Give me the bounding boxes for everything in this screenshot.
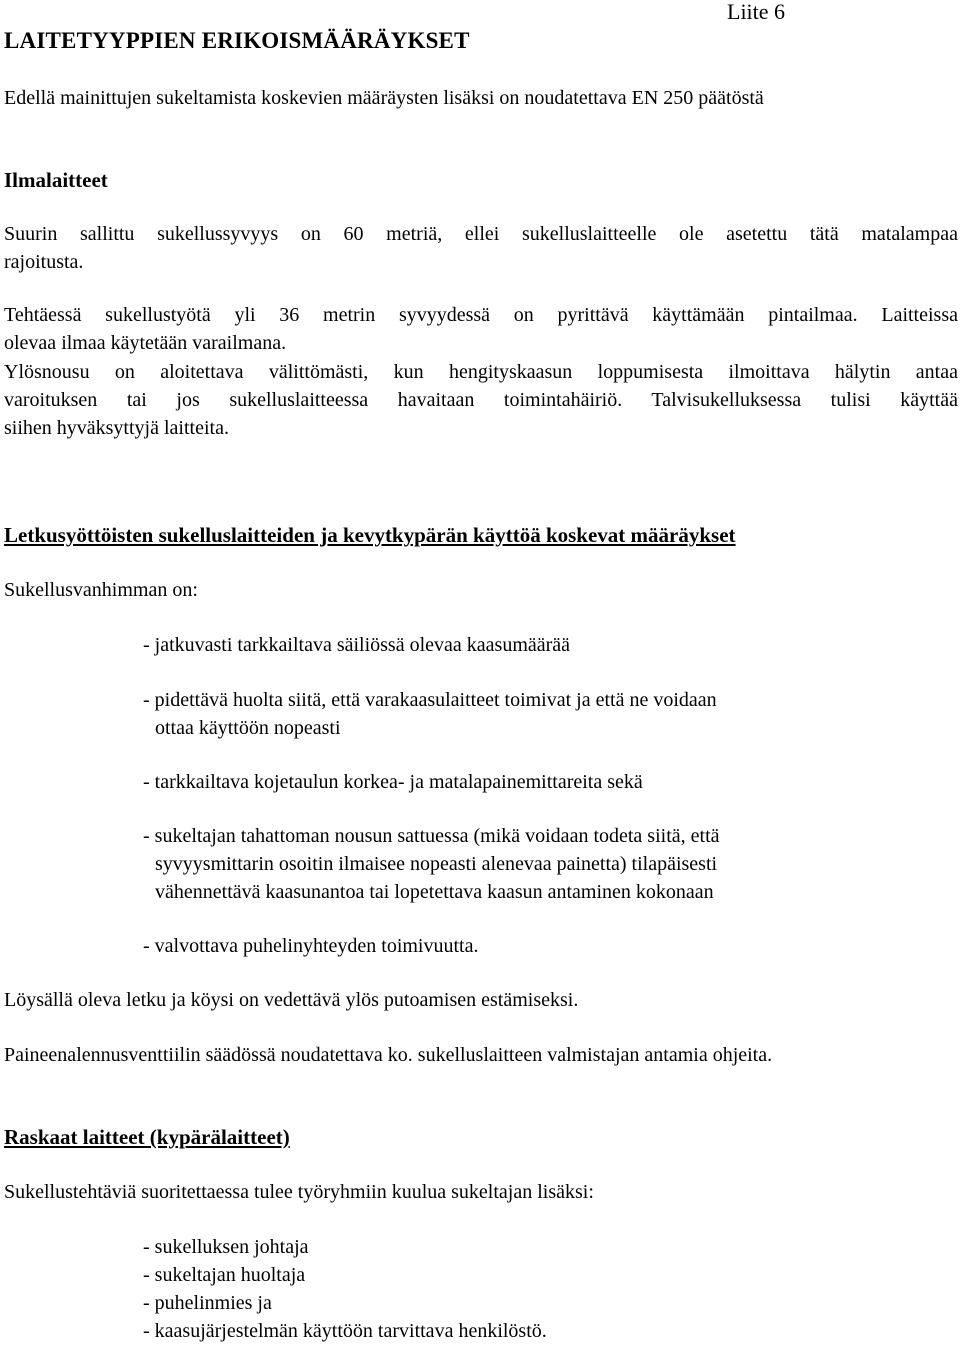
- appendix-label: Liite 6: [727, 0, 786, 24]
- heavy-list: [143, 1233, 547, 1345]
- text-line: varoituksen tai jos sukelluslaitteessa havaitaan toimintahäiriö. Talvisukelluksessa tulisi käyttää: [4, 389, 958, 411]
- text-line: Ylösnousu on aloitettava välittömästi, kun hengityskaasun loppumisesta ilmoittava hälytin antaa: [4, 361, 958, 383]
- list-item: - puhelinmies ja: [143, 1292, 272, 1314]
- text-line: olevaa ilmaa käytetään varailmana.: [4, 332, 287, 354]
- list-item: - sukeltajan huoltaja: [143, 1264, 306, 1286]
- text-line: Suurin sallittu sukellussyvyys on 60 metriä, ellei sukelluslaitteelle ole asetettu tätä matalampaa: [4, 223, 958, 245]
- heavy-lead: Sukellustehtäviä suoritettaessa tulee työryhmiin kuulua sukeltajan lisäksi:: [4, 1181, 594, 1203]
- list-item: - pidettävä huolta siitä, että varakaasulaitteet toimivat ja että ne voidaan ottaa käyttöön nopeasti: [143, 689, 717, 739]
- hose-lead: Sukellusvanhimman on:: [4, 579, 198, 601]
- list-item: - kaasujärjestelmän käyttöön tarvittava henkilöstö.: [143, 1320, 547, 1342]
- list-item: - jatkuvasti tarkkailtava säiliössä olevaa kaasumäärää: [143, 634, 571, 656]
- text-line: rajoitusta.: [4, 251, 84, 273]
- air-paragraph-3: [4, 358, 958, 442]
- list-item: - sukeltajan tahattoman nousun sattuessa (mikä voidaan todeta siitä, että syvyysmittarin osoitin ilmaisee nopeasti alenevaa painetta) tilapäisesti vähennettävä kaasunantoa tai lopetettava kaasun antaminen kokonaan: [143, 825, 720, 903]
- text-line: siihen hyväksyttyjä laitteita.: [4, 417, 229, 439]
- section-heading-heavy: Raskaat laitteet (kypärälaitteet): [4, 1125, 290, 1149]
- air-paragraph-1: [4, 220, 958, 276]
- section-heading-air: Ilmalaitteet: [4, 168, 108, 192]
- hose-after-2: Paineenalennusventtiilin säädössä noudatettava ko. sukelluslaitteen valmistajan antamia ohjeita.: [4, 1044, 773, 1066]
- section-heading-hose: Letkusyöttöisten sukelluslaitteiden ja kevytkypärän käyttöä koskevat määräykset: [4, 523, 736, 547]
- page-title: LAITETYYPPIEN ERIKOISMÄÄRÄYKSET: [4, 28, 470, 53]
- list-item: - tarkkailtava kojetaulun korkea- ja matalapainemittareita sekä: [143, 771, 643, 793]
- list-item: - sukelluksen johtaja: [143, 1236, 309, 1258]
- intro-paragraph: Edellä mainittujen sukeltamista koskevien määräysten lisäksi on noudatettava EN 250 päätöstä: [4, 87, 764, 109]
- text-line: Tehtäessä sukellustyötä yli 36 metrin syvyydessä on pyrittävä käyttämään pintailmaa. Laitteissa: [4, 304, 958, 326]
- hose-after-1: Löysällä oleva letku ja köysi on vedettävä ylös putoamisen estämiseksi.: [4, 989, 579, 1011]
- air-paragraph-2: [4, 301, 958, 357]
- list-item: - valvottava puhelinyhteyden toimivuutta.: [143, 935, 479, 957]
